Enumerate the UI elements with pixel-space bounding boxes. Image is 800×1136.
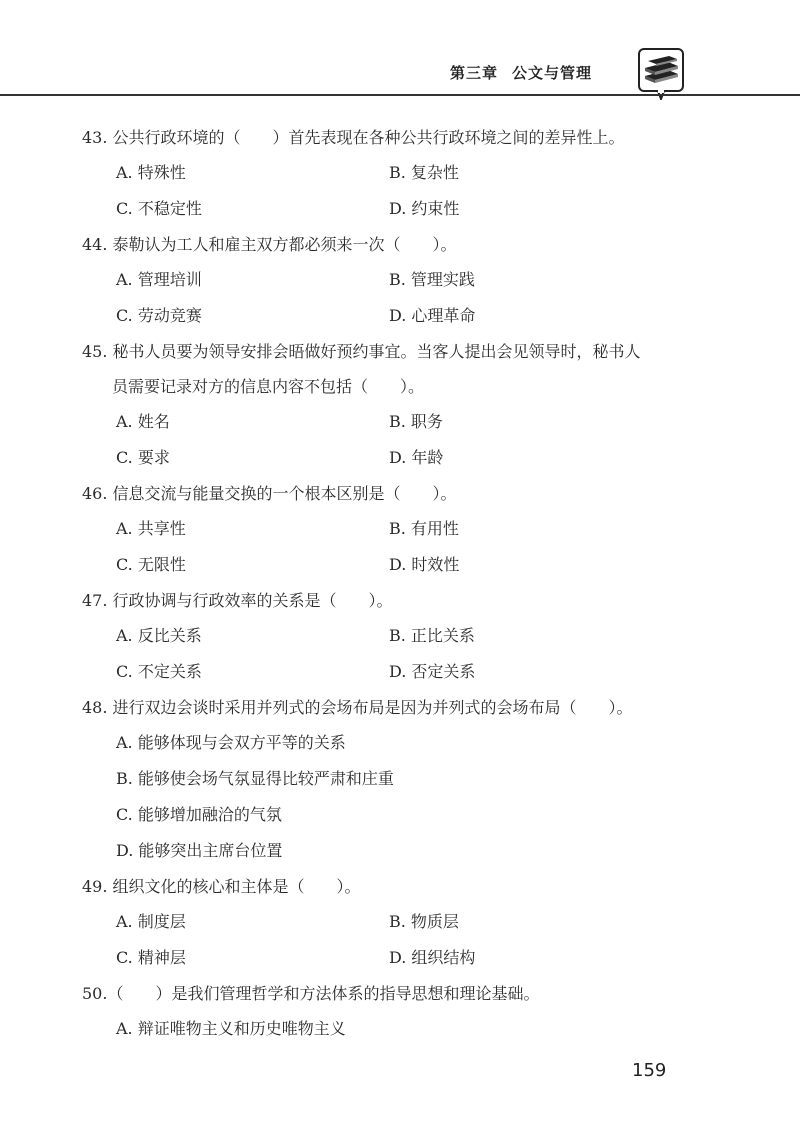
- option-b: B. 复杂性: [389, 163, 459, 182]
- option-d: D. 年龄: [389, 448, 444, 467]
- question-stem: 43. 公共行政环境的（ ）首先表现在各种公共行政环境之间的差异性上。: [82, 128, 625, 147]
- question-list: [82, 120, 702, 1047]
- option-d: D. 能够突出主席台位置: [116, 841, 283, 860]
- option-c: C. 无限性: [116, 555, 186, 574]
- book-icon: [638, 48, 684, 100]
- header-rule: [0, 94, 800, 96]
- option-c: C. 不稳定性: [116, 199, 202, 218]
- option-d: D. 心理革命: [389, 306, 476, 325]
- question-43: [82, 120, 702, 227]
- option-c: C. 精神层: [116, 948, 186, 967]
- option-d: D. 否定关系: [389, 662, 476, 681]
- option-b: B. 有用性: [389, 519, 459, 538]
- option-a: A. 共享性: [116, 519, 186, 538]
- question-45: [82, 334, 702, 476]
- option-a: A. 反比关系: [116, 626, 202, 645]
- chapter-heading: [450, 62, 592, 83]
- option-c: C. 劳动竞赛: [116, 306, 202, 325]
- question-44: [82, 227, 702, 334]
- question-47: [82, 583, 702, 690]
- option-a: A. 管理培训: [116, 270, 202, 289]
- question-stem-continued: 员需要记录对方的信息内容不包括（ ）。: [112, 377, 425, 396]
- option-d: D. 时效性: [389, 555, 460, 574]
- question-48: [82, 690, 702, 869]
- option-c: C. 要求: [116, 448, 170, 467]
- option-b: B. 正比关系: [389, 626, 475, 645]
- question-stem: 50.（ ）是我们管理哲学和方法体系的指导思想和理论基础。: [82, 984, 540, 1003]
- question-50: [82, 976, 702, 1047]
- option-a: A. 制度层: [116, 912, 186, 931]
- option-b: B. 能够使会场气氛显得比较严肃和庄重: [116, 769, 394, 788]
- question-stem: 48. 进行双边会谈时采用并列式的会场布局是因为并列式的会场布局（ ）。: [82, 698, 633, 717]
- question-stem: 45. 秘书人员要为领导安排会晤做好预约事宜。当客人提出会见领导时，秘书人: [82, 342, 641, 361]
- question-49: [82, 869, 702, 976]
- chapter-number: 第三章: [450, 64, 499, 82]
- question-stem: 49. 组织文化的核心和主体是（ ）。: [82, 877, 361, 896]
- option-c: C. 能够增加融洽的气氛: [116, 805, 282, 824]
- question-stem: 47. 行政协调与行政效率的关系是（ ）。: [82, 591, 393, 610]
- question-stem: 46. 信息交流与能量交换的一个根本区别是（ ）。: [82, 484, 457, 503]
- option-d: D. 约束性: [389, 199, 460, 218]
- option-d: D. 组织结构: [389, 948, 476, 967]
- option-b: B. 职务: [389, 412, 443, 431]
- option-b: B. 管理实践: [389, 270, 475, 289]
- option-a: A. 姓名: [116, 412, 170, 431]
- option-a: A. 能够体现与会双方平等的关系: [116, 733, 346, 752]
- chapter-title: 公文与管理: [512, 64, 593, 82]
- option-a: A. 辩证唯物主义和历史唯物主义: [116, 1019, 346, 1038]
- question-stem: 44. 泰勒认为工人和雇主双方都必须来一次（ ）。: [82, 235, 457, 254]
- question-46: [82, 476, 702, 583]
- option-b: B. 物质层: [389, 912, 459, 931]
- page-header: [0, 0, 800, 110]
- option-c: C. 不定关系: [116, 662, 202, 681]
- page-number: 159: [632, 1060, 667, 1081]
- option-a: A. 特殊性: [116, 163, 186, 182]
